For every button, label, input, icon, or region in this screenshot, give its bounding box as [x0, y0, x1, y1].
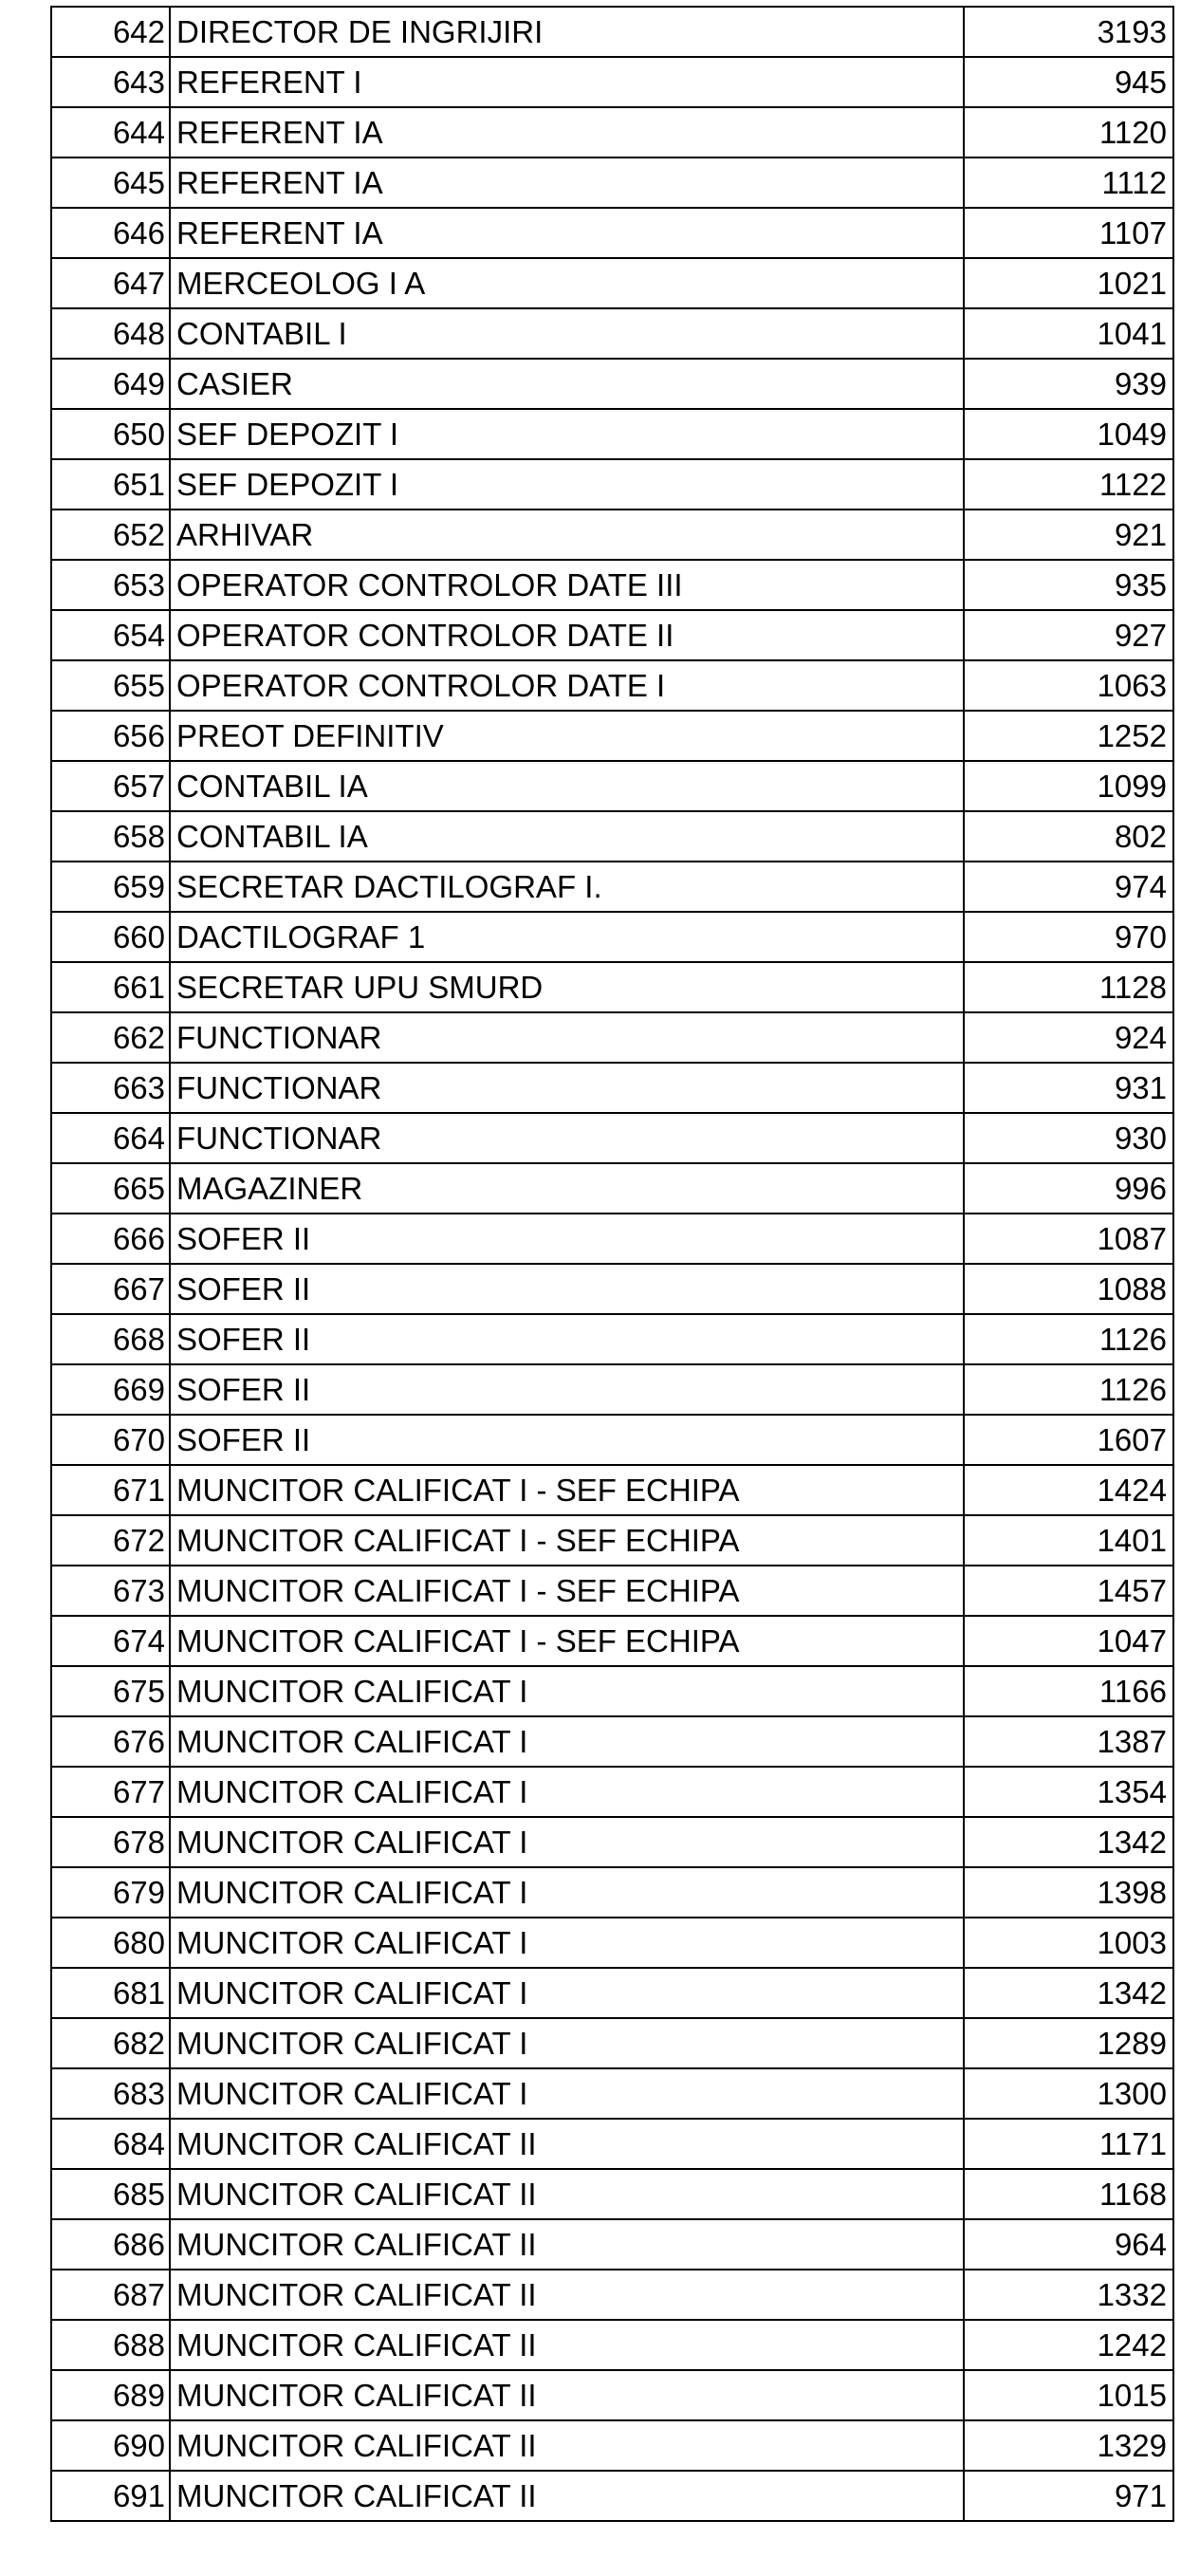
table-row [51, 1968, 1173, 2018]
amount-cell: 1300 [964, 2068, 1173, 2119]
amount-cell: 1401 [964, 1515, 1173, 1566]
position-name-cell: MUNCITOR CALIFICAT II [170, 2119, 964, 2169]
row-number-cell: 668 [51, 1314, 170, 1364]
table-row [51, 1566, 1173, 1616]
position-name-cell: OPERATOR CONTROLOR DATE I [170, 660, 964, 711]
amount-cell: 1289 [964, 2018, 1173, 2068]
table-row [51, 2018, 1173, 2068]
table-row [51, 1063, 1173, 1113]
amount-cell: 1354 [964, 1767, 1173, 1817]
amount-cell: 1128 [964, 962, 1173, 1012]
row-number-cell: 671 [51, 1465, 170, 1515]
salary-table [50, 6, 1174, 2522]
position-name-cell: REFERENT IA [170, 208, 964, 258]
table-row [51, 1214, 1173, 1264]
row-number-cell: 677 [51, 1767, 170, 1817]
position-name-cell: MUNCITOR CALIFICAT I [170, 1968, 964, 2018]
row-number-cell: 654 [51, 610, 170, 660]
position-name-cell: MUNCITOR CALIFICAT I - SEF ECHIPA [170, 1515, 964, 1566]
row-number-cell: 651 [51, 459, 170, 510]
table-row [51, 7, 1173, 57]
position-name-cell: MUNCITOR CALIFICAT II [170, 2471, 964, 2521]
table-row [51, 2370, 1173, 2420]
amount-cell: 3193 [964, 7, 1173, 57]
row-number-cell: 657 [51, 761, 170, 811]
position-name-cell: DIRECTOR DE INGRIJIRI [170, 7, 964, 57]
position-name-cell: MUNCITOR CALIFICAT I [170, 1716, 964, 1767]
position-name-cell: MUNCITOR CALIFICAT I [170, 1867, 964, 1918]
amount-cell: 1041 [964, 308, 1173, 359]
row-number-cell: 687 [51, 2270, 170, 2320]
position-name-cell: SOFER II [170, 1214, 964, 1264]
amount-cell: 964 [964, 2219, 1173, 2270]
position-name-cell: MUNCITOR CALIFICAT I [170, 1918, 964, 1968]
row-number-cell: 685 [51, 2169, 170, 2219]
row-number-cell: 688 [51, 2320, 170, 2370]
position-name-cell: MUNCITOR CALIFICAT I [170, 2018, 964, 2068]
position-name-cell: REFERENT IA [170, 158, 964, 208]
position-name-cell: SECRETAR UPU SMURD [170, 962, 964, 1012]
row-number-cell: 666 [51, 1214, 170, 1264]
table-row [51, 1716, 1173, 1767]
row-number-cell: 663 [51, 1063, 170, 1113]
row-number-cell: 661 [51, 962, 170, 1012]
row-number-cell: 670 [51, 1415, 170, 1465]
amount-cell: 1087 [964, 1214, 1173, 1264]
table-row [51, 2068, 1173, 2119]
amount-cell: 1126 [964, 1364, 1173, 1415]
row-number-cell: 682 [51, 2018, 170, 2068]
row-number-cell: 646 [51, 208, 170, 258]
position-name-cell: REFERENT IA [170, 107, 964, 158]
position-name-cell: SECRETAR DACTILOGRAF I. [170, 862, 964, 912]
table-row [51, 459, 1173, 510]
amount-cell: 1003 [964, 1918, 1173, 1968]
amount-cell: 945 [964, 57, 1173, 107]
row-number-cell: 689 [51, 2370, 170, 2420]
table-row [51, 660, 1173, 711]
table-row [51, 1515, 1173, 1566]
position-name-cell: SOFER II [170, 1264, 964, 1314]
amount-cell: 924 [964, 1012, 1173, 1063]
amount-cell: 1126 [964, 1314, 1173, 1364]
table-row [51, 1113, 1173, 1163]
position-name-cell: MUNCITOR CALIFICAT II [170, 2219, 964, 2270]
position-name-cell: MAGAZINER [170, 1163, 964, 1214]
row-number-cell: 675 [51, 1666, 170, 1716]
position-name-cell: CONTABIL I [170, 308, 964, 359]
table-row [51, 308, 1173, 359]
table-row [51, 2169, 1173, 2219]
amount-cell: 939 [964, 359, 1173, 409]
table-row [51, 560, 1173, 610]
table-row [51, 2420, 1173, 2471]
table-row [51, 761, 1173, 811]
position-name-cell: MUNCITOR CALIFICAT I [170, 1666, 964, 1716]
table-row [51, 107, 1173, 158]
row-number-cell: 642 [51, 7, 170, 57]
row-number-cell: 667 [51, 1264, 170, 1314]
row-number-cell: 691 [51, 2471, 170, 2521]
table-row [51, 862, 1173, 912]
amount-cell: 802 [964, 811, 1173, 862]
row-number-cell: 681 [51, 1968, 170, 2018]
position-name-cell: MUNCITOR CALIFICAT I [170, 1767, 964, 1817]
table-row [51, 1465, 1173, 1515]
amount-cell: 1398 [964, 1867, 1173, 1918]
row-number-cell: 672 [51, 1515, 170, 1566]
row-number-cell: 660 [51, 912, 170, 962]
position-name-cell: ARHIVAR [170, 510, 964, 560]
amount-cell: 1088 [964, 1264, 1173, 1314]
table-row [51, 962, 1173, 1012]
table-row [51, 2119, 1173, 2169]
amount-cell: 1015 [964, 2370, 1173, 2420]
row-number-cell: 665 [51, 1163, 170, 1214]
amount-cell: 931 [964, 1063, 1173, 1113]
salary-table-body [51, 7, 1173, 2521]
amount-cell: 1112 [964, 158, 1173, 208]
table-row [51, 510, 1173, 560]
position-name-cell: MUNCITOR CALIFICAT II [170, 2320, 964, 2370]
table-row [51, 1364, 1173, 1415]
row-number-cell: 656 [51, 711, 170, 761]
table-row [51, 57, 1173, 107]
amount-cell: 1171 [964, 2119, 1173, 2169]
amount-cell: 1063 [964, 660, 1173, 711]
row-number-cell: 690 [51, 2420, 170, 2471]
amount-cell: 935 [964, 560, 1173, 610]
table-row [51, 1616, 1173, 1666]
amount-cell: 1242 [964, 2320, 1173, 2370]
position-name-cell: FUNCTIONAR [170, 1012, 964, 1063]
table-row [51, 711, 1173, 761]
row-number-cell: 679 [51, 1867, 170, 1918]
table-row [51, 2320, 1173, 2370]
amount-cell: 970 [964, 912, 1173, 962]
position-name-cell: MUNCITOR CALIFICAT I - SEF ECHIPA [170, 1616, 964, 1666]
amount-cell: 1607 [964, 1415, 1173, 1465]
amount-cell: 974 [964, 862, 1173, 912]
row-number-cell: 658 [51, 811, 170, 862]
amount-cell: 1166 [964, 1666, 1173, 1716]
position-name-cell: CONTABIL IA [170, 811, 964, 862]
amount-cell: 930 [964, 1113, 1173, 1163]
table-row [51, 2471, 1173, 2521]
position-name-cell: SOFER II [170, 1364, 964, 1415]
table-row [51, 1666, 1173, 1716]
row-number-cell: 678 [51, 1817, 170, 1867]
position-name-cell: MUNCITOR CALIFICAT I - SEF ECHIPA [170, 1566, 964, 1616]
row-number-cell: 676 [51, 1716, 170, 1767]
table-row [51, 1163, 1173, 1214]
row-number-cell: 662 [51, 1012, 170, 1063]
row-number-cell: 680 [51, 1918, 170, 1968]
row-number-cell: 653 [51, 560, 170, 610]
table-row [51, 1817, 1173, 1867]
row-number-cell: 650 [51, 409, 170, 459]
position-name-cell: FUNCTIONAR [170, 1063, 964, 1113]
amount-cell: 921 [964, 510, 1173, 560]
position-name-cell: SEF DEPOZIT I [170, 409, 964, 459]
amount-cell: 1342 [964, 1817, 1173, 1867]
row-number-cell: 649 [51, 359, 170, 409]
amount-cell: 1122 [964, 459, 1173, 510]
position-name-cell: OPERATOR CONTROLOR DATE III [170, 560, 964, 610]
table-row [51, 2270, 1173, 2320]
position-name-cell: MUNCITOR CALIFICAT I [170, 1817, 964, 1867]
position-name-cell: MUNCITOR CALIFICAT I - SEF ECHIPA [170, 1465, 964, 1515]
amount-cell: 971 [964, 2471, 1173, 2521]
table-row [51, 811, 1173, 862]
table-row [51, 1867, 1173, 1918]
amount-cell: 1049 [964, 409, 1173, 459]
table-row [51, 1918, 1173, 1968]
amount-cell: 1099 [964, 761, 1173, 811]
row-number-cell: 644 [51, 107, 170, 158]
table-row [51, 409, 1173, 459]
row-number-cell: 674 [51, 1616, 170, 1666]
position-name-cell: MUNCITOR CALIFICAT II [170, 2169, 964, 2219]
position-name-cell: MUNCITOR CALIFICAT II [170, 2370, 964, 2420]
table-row [51, 158, 1173, 208]
amount-cell: 1457 [964, 1566, 1173, 1616]
position-name-cell: SEF DEPOZIT I [170, 459, 964, 510]
position-name-cell: MUNCITOR CALIFICAT II [170, 2270, 964, 2320]
position-name-cell: DACTILOGRAF 1 [170, 912, 964, 962]
amount-cell: 1047 [964, 1616, 1173, 1666]
amount-cell: 1332 [964, 2270, 1173, 2320]
position-name-cell: MUNCITOR CALIFICAT I [170, 2068, 964, 2119]
position-name-cell: SOFER II [170, 1314, 964, 1364]
table-row [51, 2219, 1173, 2270]
table-row [51, 912, 1173, 962]
position-name-cell: MUNCITOR CALIFICAT II [170, 2420, 964, 2471]
table-row [51, 1767, 1173, 1817]
amount-cell: 1120 [964, 107, 1173, 158]
row-number-cell: 648 [51, 308, 170, 359]
row-number-cell: 659 [51, 862, 170, 912]
row-number-cell: 647 [51, 258, 170, 308]
position-name-cell: MERCEOLOG I A [170, 258, 964, 308]
row-number-cell: 686 [51, 2219, 170, 2270]
amount-cell: 1252 [964, 711, 1173, 761]
row-number-cell: 684 [51, 2119, 170, 2169]
position-name-cell: CASIER [170, 359, 964, 409]
position-name-cell: CONTABIL IA [170, 761, 964, 811]
row-number-cell: 645 [51, 158, 170, 208]
position-name-cell: PREOT DEFINITIV [170, 711, 964, 761]
row-number-cell: 652 [51, 510, 170, 560]
row-number-cell: 643 [51, 57, 170, 107]
table-row [51, 359, 1173, 409]
table-row [51, 1314, 1173, 1364]
amount-cell: 1107 [964, 208, 1173, 258]
amount-cell: 1021 [964, 258, 1173, 308]
row-number-cell: 673 [51, 1566, 170, 1616]
table-row [51, 610, 1173, 660]
amount-cell: 927 [964, 610, 1173, 660]
table-row [51, 1415, 1173, 1465]
position-name-cell: SOFER II [170, 1415, 964, 1465]
row-number-cell: 664 [51, 1113, 170, 1163]
table-row [51, 258, 1173, 308]
row-number-cell: 683 [51, 2068, 170, 2119]
row-number-cell: 655 [51, 660, 170, 711]
table-row [51, 208, 1173, 258]
amount-cell: 1387 [964, 1716, 1173, 1767]
position-name-cell: OPERATOR CONTROLOR DATE II [170, 610, 964, 660]
amount-cell: 1329 [964, 2420, 1173, 2471]
amount-cell: 1424 [964, 1465, 1173, 1515]
amount-cell: 996 [964, 1163, 1173, 1214]
position-name-cell: FUNCTIONAR [170, 1113, 964, 1163]
row-number-cell: 669 [51, 1364, 170, 1415]
amount-cell: 1168 [964, 2169, 1173, 2219]
table-row [51, 1012, 1173, 1063]
table-row [51, 1264, 1173, 1314]
amount-cell: 1342 [964, 1968, 1173, 2018]
position-name-cell: REFERENT I [170, 57, 964, 107]
